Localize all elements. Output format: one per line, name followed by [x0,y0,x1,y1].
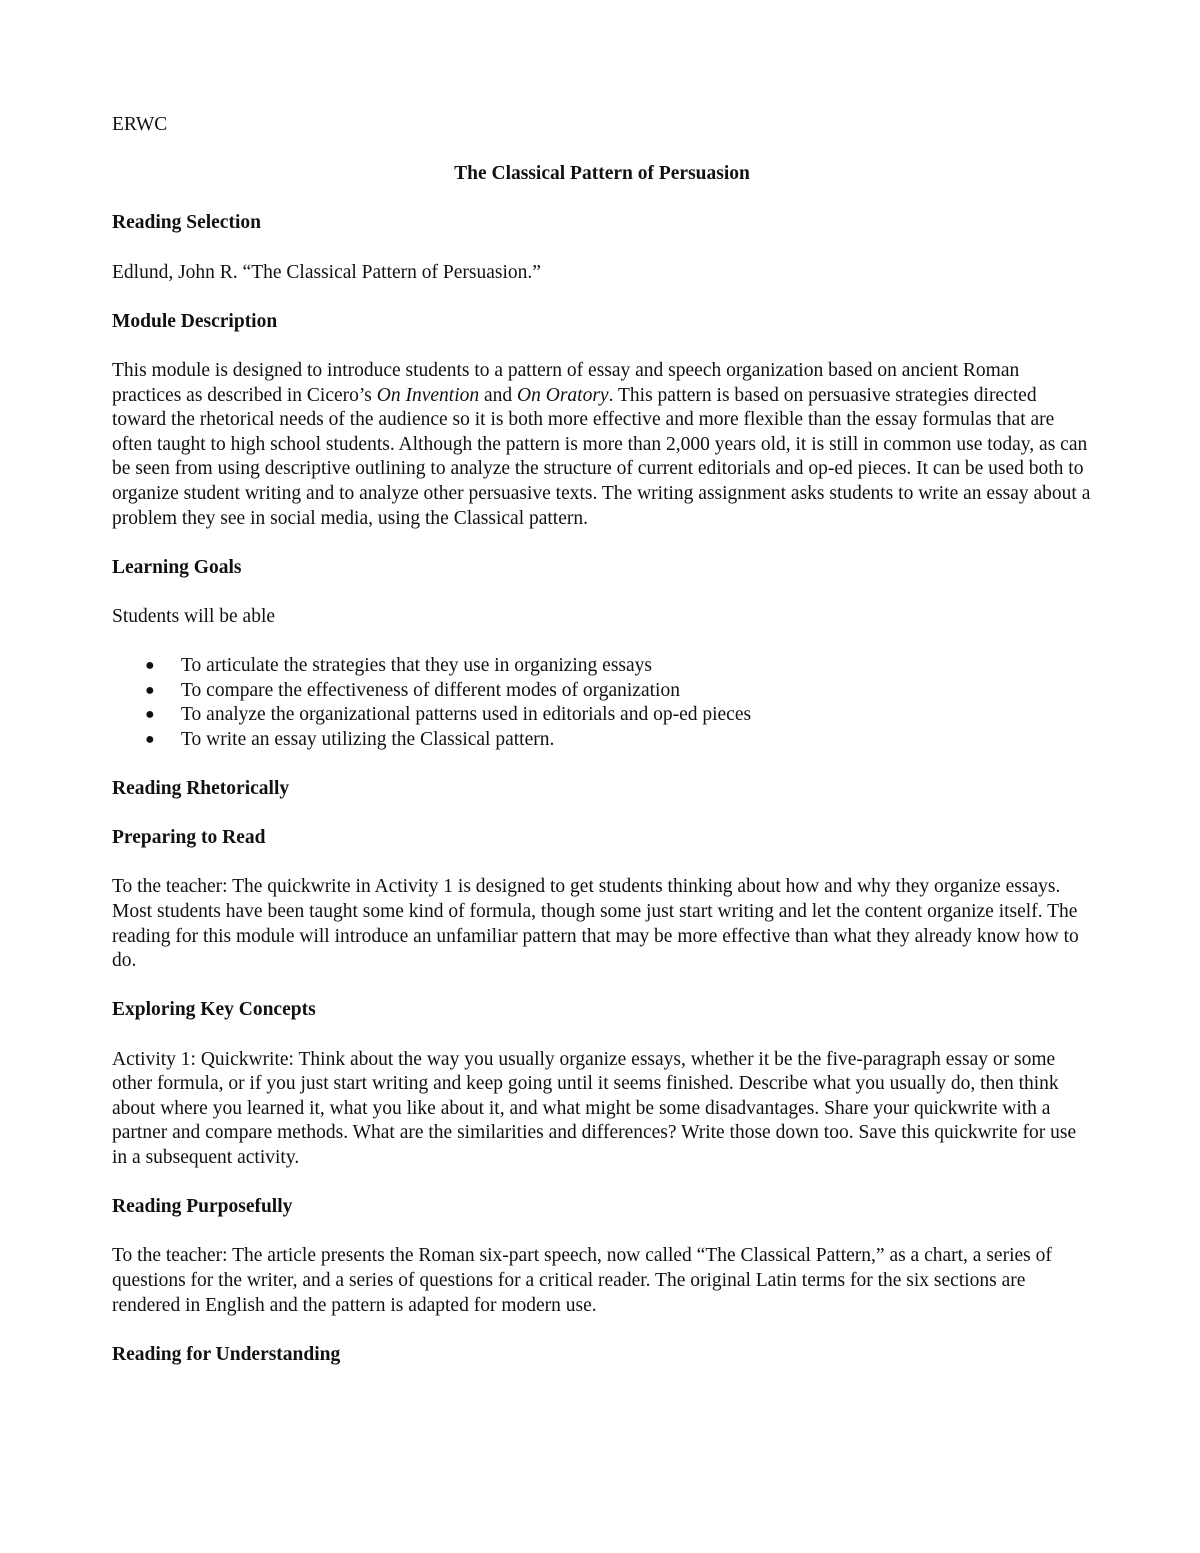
document-body [112,113,1092,1392]
bullet-icon: ● [145,657,155,675]
bullet-icon: ● [145,706,155,724]
preparing-to-read-text: To the teacher: The quickwrite in Activity 1 is designed to get students thinking about how and why they organize essays. Most students have been taught some kind of formula, though some just start writing and let the content organize itself. The reading for this module will introduce an unfamiliar pattern that may be more effective than what they already know how to do. [112,876,1079,972]
list-item-text: To compare the effectiveness of different modes of organization [181,679,680,701]
heading-reading-rhetorically: Reading Rhetorically [112,778,290,800]
bullet-icon: ● [145,730,155,748]
module-description-text-part-2: and [479,384,518,406]
list-item [112,728,1092,753]
list-item [112,679,1092,704]
heading-reading-purposefully: Reading Purposefully [112,1196,293,1218]
heading-preparing-to-read: Preparing to Read [112,827,266,849]
list-item [112,654,1092,679]
list-item-text: To analyze the organizational patterns used in editorials and op-ed pieces [181,704,752,726]
module-description-text-part-3: . This pattern is based on persuasive strategies directed toward the rhetorical needs of the audience so it is both more effective and more flexible than the essay formulas that are often taught to high school students. Although the pattern is more than 2,000 years old, it is still in common use today, as can be seen from using descriptive outlining to analyze the structure of current editorials and op-ed pieces. It can be used both to organize student writing and to analyze other persuasive texts. The writing assignment asks students to write an essay about a problem they see in social media, using the Classical pattern. [112,384,1091,529]
document-title: The Classical Pattern of Persuasion [454,163,750,185]
work-title-on-oratory: On Oratory [517,384,609,406]
bullet-icon: ● [145,681,155,699]
list-item [112,703,1092,728]
list-item-text: To articulate the strategies that they use in organizing essays [181,655,653,677]
heading-module-description: Module Description [112,310,278,332]
learning-goals-list [112,654,1092,752]
heading-reading-selection: Reading Selection [112,212,261,234]
reading-citation: Edlund, John R. “The Classical Pattern of Persuasion.” [112,261,541,283]
reading-purposefully-text: To the teacher: The article presents the Roman six-part speech, now called “The Classical Pattern,” as a chart, a series of questions for the writer, and a series of questions for a critical reader. The original Latin terms for the six sections are rendered in English and the pattern is adapted for modern use. [112,1245,1052,1316]
heading-reading-for-understanding: Reading for Understanding [112,1343,341,1365]
module-description-text-part-1: This module is designed to introduce students to a pattern of essay and speech organization based on ancient Roman practices as described in Cicero’s [112,359,1020,406]
learning-goals-intro: Students will be able [112,605,276,627]
list-item-text: To write an essay utilizing the Classical pattern. [181,728,555,750]
work-title-on-invention: On Invention [376,384,480,406]
heading-learning-goals: Learning Goals [112,556,242,578]
heading-exploring-key-concepts: Exploring Key Concepts [112,999,316,1021]
course-label: ERWC [112,114,168,135]
exploring-key-concepts-text: Activity 1: Quickwrite: Think about the way you usually organize essays, whether it be the five-paragraph essay or some other formula, or if you just start writing and keep going until it seems finished. Describe what you usually do, then think about where you learned it, what you like about it, and what might be some disadvantages. Share your quickwrite with a partner and compare methods. What are the similarities and differences? Write those down too. Save this quickwrite for use in a subsequent activity. [112,1048,1077,1168]
module-description-text [112,359,1092,531]
